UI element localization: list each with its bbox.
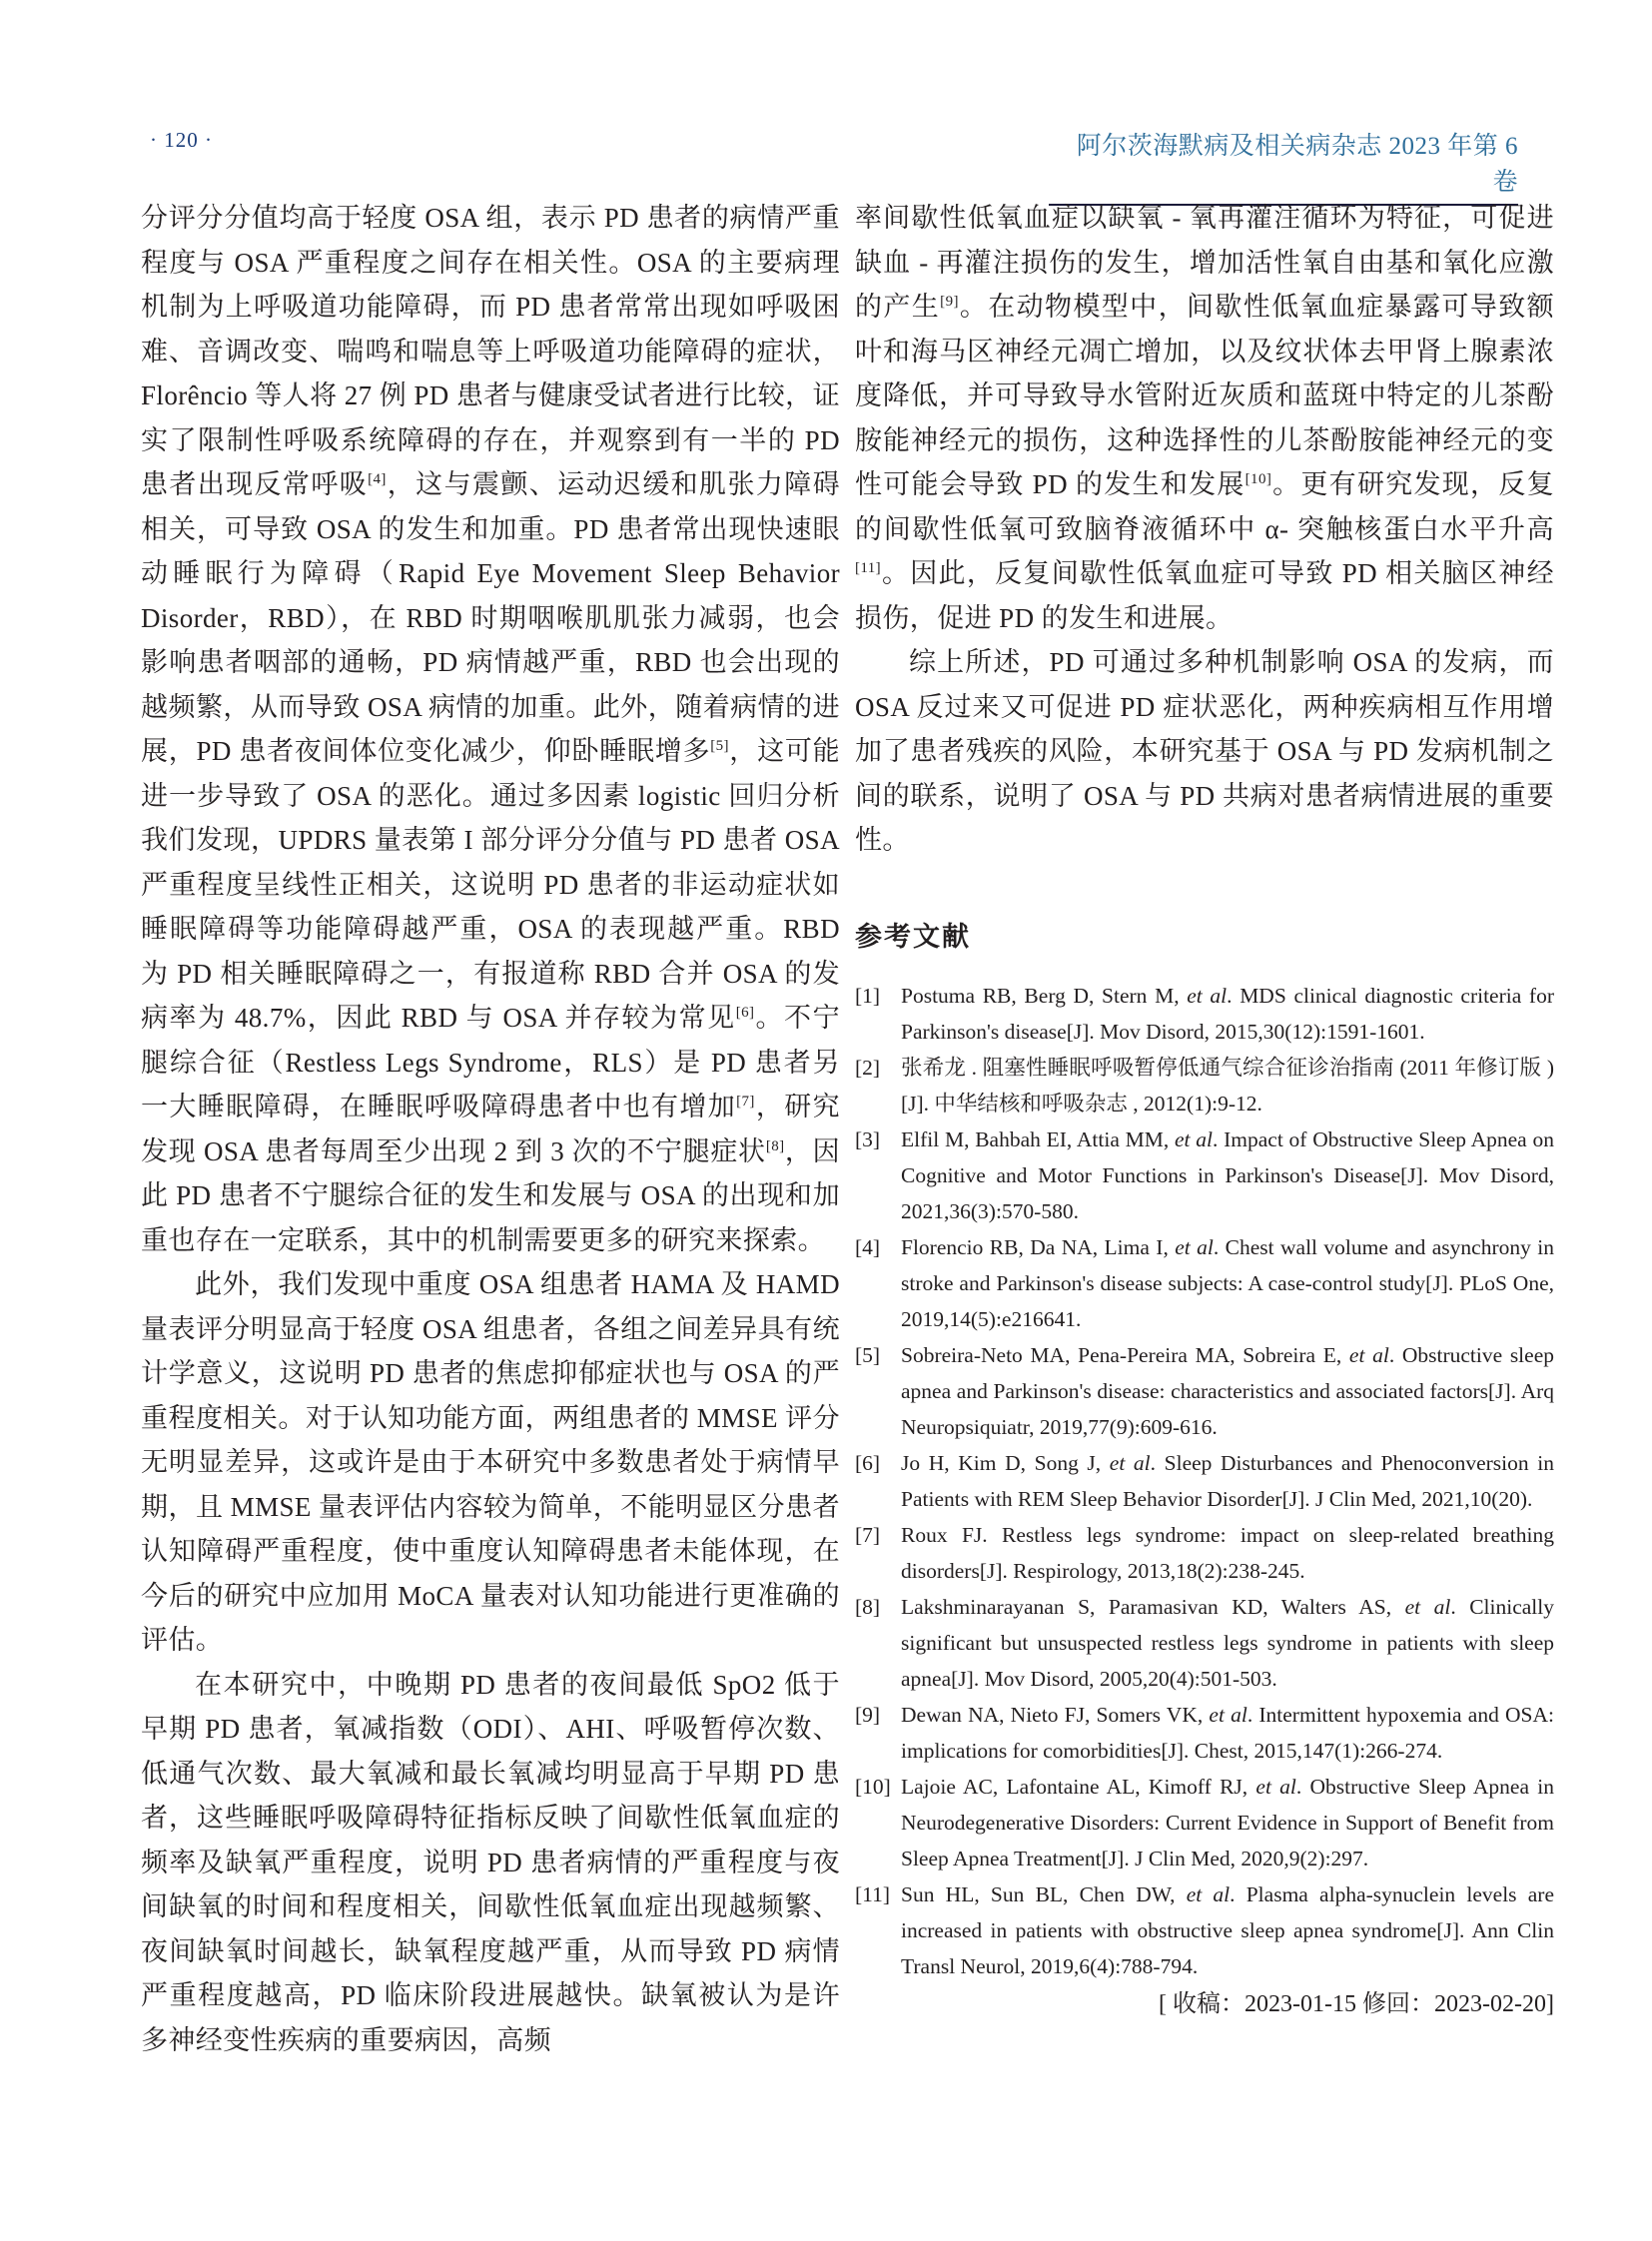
reference-text: [901, 1121, 1554, 1229]
reference-item: [855, 1337, 1554, 1445]
citation-link[interactable]: [4]: [368, 471, 387, 487]
reference-text: [901, 1589, 1554, 1697]
reference-details: . Clinically significant but unsuspected restless legs syndrome in patients with sleep apnea[J]. Mov Disord, 2005,20(4):501-503.: [901, 1594, 1554, 1691]
reference-text: [901, 1050, 1554, 1121]
reference-authors: Florencio RB, Da NA, Lima I,: [901, 1234, 1176, 1259]
reference-item: [855, 1589, 1554, 1697]
reference-details: . Intermittent hypoxemia and OSA: implications for comorbidities[J]. Chest, 2015,147(1):266-274.: [901, 1702, 1554, 1763]
text-run: ，这与震颤、运动迟缓和肌张力障碍相关，可导致 OSA 的发生和加重。PD 患者常出现快速眼动睡眠行为障碍（Rapid Eye Movement Sleep Behavior Disorder，RBD），在 RBD 时期咽喉肌肌张力减弱，也会影响患者咽部的通畅，PD 病情越严重，RBD 也会出现的越频繁，从而导致 OSA 病情的加重。此外，随着病情的进展，PD 患者夜间体位变化减少，仰卧睡眠增多: [141, 469, 841, 766]
reference-number: [9]: [855, 1702, 881, 1727]
page-number: · 120 ·: [150, 128, 213, 152]
references-heading: 参考文献: [855, 921, 971, 953]
reference-text: [901, 1769, 1554, 1876]
reference-item: [855, 1697, 1554, 1769]
text-run: 。在动物模型中，间歇性低氧血症暴露可导致额叶和海马区神经元凋亡增加，以及纹状体去甲肾上腺素浓度降低，并可导致导水管附近灰质和蓝斑中特定的儿茶酚胺能神经元的损伤，这种选择性的儿茶酚胺能神经元的变性可能会导致 PD 的发生和发展: [855, 292, 1555, 499]
text-run: ，研究发现 OSA 患者每周至少出现 2 到 3 次的不宁腿症状: [141, 1092, 841, 1166]
reference-text: [901, 1229, 1554, 1337]
et-al: et al: [1187, 983, 1228, 1008]
reference-item: [855, 1121, 1554, 1229]
reference-authors: Elfil M, Bahbah EI, Attia MM,: [901, 1126, 1175, 1151]
body-paragraph: [141, 1262, 840, 1663]
reference-authors: 张希龙 . 阻塞性睡眠呼吸暂停低通气综合征诊治指南 (2011 年修订版 )[J]. 中华结核和呼吸杂志 , 2012(1):9-12.: [901, 1055, 1554, 1116]
reference-number: [1]: [855, 983, 881, 1008]
body-paragraph: [855, 640, 1554, 863]
body-paragraph: [141, 1663, 840, 2063]
reference-authors: Lajoie AC, Lafontaine AL, Kimoff RJ,: [901, 1774, 1256, 1799]
reference-authors: Dewan NA, Nieto FJ, Somers VK,: [901, 1702, 1210, 1727]
reference-details: . Chest wall volume and asynchrony in stroke and Parkinson's disease subjects: A case-control study[J]. PLoS One, 2019,14(5):e216641.: [901, 1234, 1554, 1331]
text-run: 率间歇性低氧血症以缺氧 - 氧再灌注循环为特征，可促进缺血 - 再灌注损伤的发生，增加活性氧自由基和氧化应激的产生: [855, 203, 1554, 322]
right-column: [855, 196, 1554, 2022]
reference-authors: Sun HL, Sun BL, Chen DW,: [901, 1881, 1187, 1906]
et-al: et al: [1255, 1774, 1296, 1799]
et-al: et al: [1174, 1126, 1213, 1151]
et-al: et al: [1404, 1594, 1451, 1619]
body-paragraph: [141, 196, 840, 1262]
et-al: et al: [1348, 1342, 1389, 1367]
reference-details: . Plasma alpha-synuclein levels are increased in patients with obstructive sleep apnea syndrome[J]. Ann Clin Transl Neurol, 2019,6(4):788-794.: [901, 1881, 1554, 1978]
citation-link[interactable]: [8]: [765, 1137, 785, 1154]
reference-text: [901, 1337, 1554, 1445]
reference-number: [5]: [855, 1342, 881, 1367]
reference-authors: Jo H, Kim D, Song J,: [901, 1450, 1110, 1475]
reference-number: [11]: [855, 1881, 891, 1906]
reference-number: [2]: [855, 1055, 881, 1080]
et-al: et al: [1186, 1881, 1231, 1906]
journal-title: 阿尔茨海默病及相关病杂志 2023 年第 6 卷: [1049, 126, 1518, 206]
citation-link[interactable]: [10]: [1244, 471, 1272, 487]
reference-number: [7]: [855, 1522, 881, 1547]
reference-authors: Lakshminarayanan S, Paramasivan KD, Walters AS,: [901, 1594, 1405, 1619]
text-run: 在本研究中，中晚期 PD 患者的夜间最低 SpO2 低于早期 PD 患者，氧减指数（ODI）、AHI、呼吸暂停次数、低通气次数、最大氧减和最长氧减均明显高于早期 PD 患者，这些睡眠呼吸障碍特征指标反映了间歇性低氧血症的频率及缺氧严重程度，说明 PD 患者病情的严重程度与夜间缺氧的时间和程度相关，间歇性低氧血症出现越频繁、夜间缺氧时间越长，缺氧程度越严重，从而导致 PD 病情严重程度越高，PD 临床阶段进展越快。缺氧被认为是许多神经变性疾病的重要病因，高频: [141, 1669, 840, 2055]
text-run: 此外，我们发现中重度 OSA 组患者 HAMA 及 HAMD 量表评分明显高于轻度 OSA 组患者，各组之间差异具有统计学意义，这说明 PD 患者的焦虑抑郁症状也与 OSA 的严重程度相关。对于认知功能方面，两组患者的 MMSE 评分无明显差异，这或许是由于本研究中多数患者处于病情早期，且 MMSE 量表评估内容较为简单，不能明显区分患者认知障碍严重程度，使中重度认知障碍患者未能体现，在今后的研究中应加用 MoCA 量表对认知功能进行更准确的评估。: [141, 1269, 840, 1655]
text-run: 分评分分值均高于轻度 OSA 组，表示 PD 患者的病情严重程度与 OSA 严重程度之间存在相关性。OSA 的主要病理机制为上呼吸道功能障碍，而 PD 患者常常出现如呼吸困难、音调改变、喘鸣和喘息等上呼吸道功能障碍的症状，Florêncio 等人将 27 例 PD 患者与健康受试者进行比较，证实了限制性呼吸系统障碍的存在，并观察到有一半的 PD 患者出现反常呼吸: [141, 203, 840, 499]
et-al: et al: [1209, 1702, 1247, 1727]
text-run: 。更有研究发现，反复的间歇性低氧可致脑脊液循环中 α- 突触核蛋白水平升高: [855, 469, 1554, 544]
citation-link[interactable]: [11]: [855, 560, 882, 576]
reference-item: [855, 1517, 1554, 1589]
reference-details: . Obstructive sleep apnea and Parkinson's disease: characteristics and associated factors[J]. Arq Neuropsiquiatr, 2019,77(9):609-616.: [901, 1342, 1554, 1439]
reference-text: [901, 1445, 1554, 1517]
reference-text: [901, 1517, 1554, 1589]
reference-details: . MDS clinical diagnostic criteria for Parkinson's disease[J]. Mov Disord, 2015,30(12):1591-1601.: [901, 983, 1554, 1044]
reference-item: [855, 1445, 1554, 1517]
et-al: et al: [1175, 1234, 1214, 1259]
reference-item: [855, 1876, 1554, 1984]
reference-item: [855, 1769, 1554, 1876]
reference-text: [901, 1876, 1554, 1984]
reference-list: [855, 978, 1554, 1984]
page-header: [140, 120, 1518, 196]
reference-number: [3]: [855, 1126, 881, 1151]
citation-link[interactable]: [7]: [736, 1094, 755, 1110]
reference-number: [8]: [855, 1594, 881, 1619]
reference-text: [901, 978, 1554, 1050]
citation-link[interactable]: [9]: [940, 294, 959, 310]
reference-details: . Obstructive Sleep Apnea in Neurodegenerative Disorders: Current Evidence in Support of Benefit from Sleep Apnea Treatment[J]. J Clin Med, 2020,9(2):297.: [901, 1774, 1554, 1870]
reference-number: [4]: [855, 1234, 881, 1259]
text-run: 综上所述，PD 可通过多种机制影响 OSA 的发病，而 OSA 反过来又可促进 PD 症状恶化，两种疾病相互作用增加了患者残疾的风险，本研究基于 OSA 与 PD 发病机制之间的联系，说明了 OSA 与 PD 共病对患者病情进展的重要性。: [855, 647, 1554, 855]
received-revised-dates: [ 收稿：2023-01-15 修回：2023-02-20]: [1159, 1990, 1554, 2017]
left-column: [141, 196, 840, 2062]
et-al: et al: [1109, 1450, 1151, 1475]
text-run: 。不宁腿综合征（Restless Legs Syndrome，RLS）是 PD 患者另一大睡眠障碍，在睡眠呼吸障碍患者中也有增加: [141, 1003, 840, 1121]
reference-details: . Sleep Disturbances and Phenoconversion in Patients with REM Sleep Behavior Disorder[J]. J Clin Med, 2021,10(20).: [901, 1450, 1554, 1511]
reference-number: [10]: [855, 1774, 891, 1799]
reference-item: [855, 978, 1554, 1050]
reference-item: [855, 1229, 1554, 1337]
text-run: ，这可能进一步导致了 OSA 的恶化。通过多因素 logistic 回归分析我们发现，UPDRS 量表第 I 部分评分分值与 PD 患者 OSA 严重程度呈线性正相关，这说明 PD 患者的非运动症状如睡眠障碍等功能障碍越严重，OSA 的表现越严重。RBD 为 PD 相关睡眠障碍之一，有报道称 RBD 合并 OSA 的发病率为 48.7%，因此 RBD 与 OSA 并存较为常见: [141, 736, 840, 1033]
reference-authors: Sobreira-Neto MA, Pena-Pereira MA, Sobreira E,: [901, 1342, 1349, 1367]
citation-link[interactable]: [6]: [735, 1005, 755, 1021]
reference-item: [855, 1050, 1554, 1121]
text-run: ，因此 PD 患者不宁腿综合征的发生和发展与 OSA 的出现和加重也存在一定联系，其中的机制需要更多的研究来探索。: [141, 1135, 840, 1255]
reference-text: [901, 1697, 1554, 1769]
reference-authors: Roux FJ. Restless legs syndrome: impact on sleep-related breathing disorders[J]. Respirology, 2013,18(2):238-245.: [901, 1522, 1554, 1583]
reference-details: . Impact of Obstructive Sleep Apnea on Cognitive and Motor Functions in Parkinson's Disease[J]. Mov Disord, 2021,36(3):570-580.: [901, 1126, 1554, 1223]
body-paragraph: [855, 196, 1554, 640]
reference-authors: Postuma RB, Berg D, Stern M,: [901, 983, 1188, 1008]
citation-link[interactable]: [5]: [710, 738, 729, 754]
text-run: 。因此，反复间歇性低氧血症可导致 PD 相关脑区神经损伤，促进 PD 的发生和进展。: [855, 558, 1554, 633]
reference-number: [6]: [855, 1450, 881, 1475]
